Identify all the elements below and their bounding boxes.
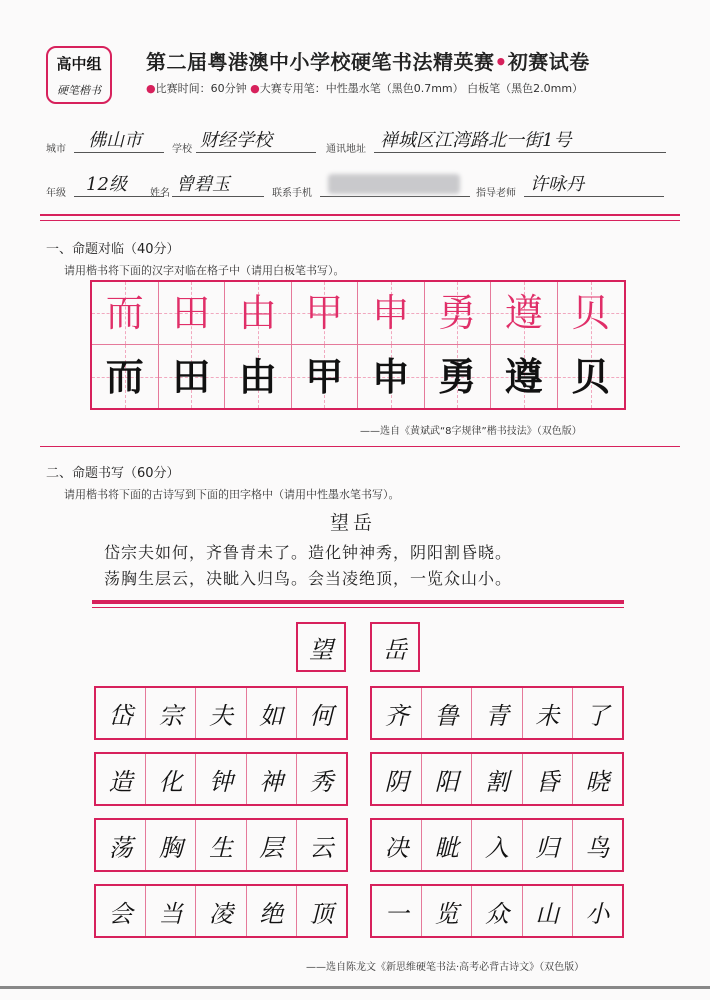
writing-cell: [297, 820, 346, 870]
bullet-icon: ●: [250, 82, 260, 95]
writing-cell: [247, 886, 297, 936]
writing-cell: [523, 688, 573, 738]
grade-label: 年级: [46, 188, 66, 199]
writing-cell: [247, 754, 297, 804]
city-underline: [74, 152, 164, 153]
written-char: 眦: [434, 833, 459, 862]
model-cell: [92, 282, 159, 345]
writing-cell: [523, 886, 573, 936]
writing-cell: [96, 688, 146, 738]
writing-cell: [558, 345, 625, 408]
written-char: 入: [485, 833, 509, 862]
title-char: 岳: [383, 635, 407, 664]
writing-row-right: [370, 752, 624, 806]
poem-line-1: 岱宗夫如何，齐鲁青未了。造化钟神秀，阴阳割昏晓。: [104, 543, 513, 562]
writing-row-right: [370, 818, 624, 872]
teacher-label: 指导老师: [476, 188, 516, 199]
written-char: 神: [259, 767, 284, 796]
written-char: 甲: [305, 353, 344, 399]
section1-heading: 一、命题对临（40分）: [46, 242, 180, 257]
header-divider: [40, 214, 680, 216]
written-char: 造: [108, 767, 133, 796]
writing-cell: [573, 820, 622, 870]
writing-cell: [196, 754, 246, 804]
model-char: 由: [238, 291, 277, 335]
section1-credit: ——选自《黄斌武“8字规律”楷书技法》（双色版）: [360, 426, 582, 437]
writing-cell: [523, 820, 573, 870]
written-char: 生: [209, 833, 233, 862]
written-char: 秀: [309, 767, 334, 796]
model-char: 遵: [504, 291, 543, 335]
city-value: 佛山市: [88, 130, 142, 151]
written-char: 鲁: [434, 701, 459, 730]
writing-row-right: [370, 884, 624, 938]
model-cell: [491, 282, 558, 345]
badge-bottom: 硬笔楷书: [57, 84, 101, 97]
scan-edge: [0, 986, 710, 989]
written-char: 一: [384, 899, 409, 928]
writing-cell: [96, 820, 146, 870]
writing-cell: [146, 688, 196, 738]
written-char: 割: [485, 767, 509, 796]
writing-cell: [225, 345, 292, 408]
written-char: 齐: [384, 701, 409, 730]
writing-cell: [92, 345, 159, 408]
written-char: 阳: [434, 767, 459, 796]
written-char: 胸: [158, 833, 183, 862]
page-title: [146, 46, 590, 75]
poem-line-2: 荡胸生层云，决眦入归鸟。会当凌绝顶，一览众山小。: [104, 569, 513, 588]
name-label: 姓名: [150, 188, 170, 199]
subtitle: [146, 80, 583, 96]
writing-cell: [372, 886, 422, 936]
written-char: 如: [259, 701, 284, 730]
writing-area-top-rule: [92, 600, 624, 604]
writing-cell: [573, 886, 622, 936]
writing-cell: [358, 345, 425, 408]
badge-top: 高中组: [56, 55, 102, 73]
model-char: 贝: [571, 291, 610, 335]
writing-cell: [146, 754, 196, 804]
written-char: 归: [535, 833, 560, 862]
written-char: 晓: [585, 767, 610, 796]
header-divider-thin: [40, 220, 680, 221]
written-char: 凌: [209, 899, 233, 928]
copy-grid: [90, 280, 626, 410]
pen-requirement: 大赛专用笔：中性墨水笔（黑色0.7mm） 白板笔（黑色2.0mm）: [259, 82, 584, 95]
written-char: 申: [371, 353, 410, 399]
writing-cell: [472, 754, 522, 804]
written-char: 览: [434, 899, 459, 928]
writing-cell: [425, 345, 492, 408]
model-cell: [159, 282, 226, 345]
written-char: 昏: [535, 767, 560, 796]
model-cell: [292, 282, 359, 345]
writing-cell: [146, 820, 196, 870]
phone-underline: [320, 196, 470, 197]
written-char: 贝: [571, 353, 610, 399]
written-char: 勇: [438, 353, 477, 399]
model-char: 田: [172, 291, 211, 335]
written-char: 鸟: [585, 833, 610, 862]
written-char: 山: [535, 899, 560, 928]
written-char: 未: [535, 701, 560, 730]
writing-cell: [491, 345, 558, 408]
writing-cell: [146, 886, 196, 936]
written-char: 了: [585, 701, 610, 730]
writing-cell: [292, 345, 359, 408]
written-char: 田: [172, 353, 211, 399]
writing-cell: [196, 820, 246, 870]
writing-cell: [159, 345, 226, 408]
writing-row-left: [94, 686, 348, 740]
section2-instruction: 请用楷书将下面的古诗写到下面的田字格中（请用中性墨水笔书写）。: [64, 488, 400, 501]
model-char: 甲: [305, 291, 344, 335]
exam-time: 比赛时间：60分钟: [155, 82, 247, 95]
writing-row-right: [370, 686, 624, 740]
written-char: 当: [158, 899, 183, 928]
writing-cell: [573, 754, 622, 804]
model-char: 申: [371, 291, 410, 335]
school-label: 学校: [172, 144, 192, 155]
written-char: 云: [309, 833, 334, 862]
grade-value: 12级: [86, 174, 127, 195]
writing-cell: [196, 688, 246, 738]
written-char: 由: [238, 353, 277, 399]
writing-cell: [297, 688, 346, 738]
writing-cell: [472, 820, 522, 870]
address-value: 禅城区江湾路北一街1号: [380, 130, 572, 151]
section-divider: [40, 446, 680, 447]
model-char: 勇: [438, 291, 477, 335]
phone-redacted: [328, 174, 460, 194]
written-char: 何: [309, 701, 334, 730]
written-char: 众: [485, 899, 509, 928]
model-char: 而: [105, 291, 144, 335]
section2-credit: ——选自陈龙文《新思维硬笔书法·高考必背古诗文》（双色版）: [306, 962, 585, 973]
title-suffix: 初赛试卷: [507, 50, 590, 74]
group-badge: [46, 46, 112, 104]
writing-cell: [297, 754, 346, 804]
city-label: 城市: [46, 144, 66, 155]
model-cell: [558, 282, 625, 345]
written-char: 绝: [259, 899, 284, 928]
title-box: [296, 622, 346, 672]
written-char: 青: [485, 701, 509, 730]
written-char: 钟: [209, 767, 233, 796]
writing-cell: [196, 886, 246, 936]
section2-heading: 二、命题书写（60分）: [46, 466, 180, 481]
written-char: 荡: [108, 833, 133, 862]
school-value: 财经学校: [200, 130, 272, 151]
title-cell: [298, 624, 344, 670]
writing-cell: [247, 688, 297, 738]
phone-label: 联系手机: [272, 188, 312, 199]
written-char: 岱: [108, 701, 133, 730]
written-char: 遵: [504, 353, 543, 399]
school-underline: [196, 152, 316, 153]
written-char: 小: [585, 899, 610, 928]
writing-cell: [422, 886, 472, 936]
writing-cell: [472, 688, 522, 738]
section1-instruction: 请用楷书将下面的汉字对临在格子中（请用白板笔书写）。: [64, 264, 345, 277]
bullet-icon: •: [494, 50, 508, 74]
written-char: 顶: [309, 899, 334, 928]
written-char: 而: [105, 353, 144, 399]
teacher-underline: [524, 196, 664, 197]
written-char: 决: [384, 833, 409, 862]
model-cell: [358, 282, 425, 345]
address-underline: [374, 152, 666, 153]
model-cell: [225, 282, 292, 345]
address-label: 通讯地址: [326, 144, 366, 155]
name-value: 曾碧玉: [176, 174, 230, 195]
name-underline: [172, 196, 264, 197]
writing-cell: [422, 754, 472, 804]
title-cell: [372, 624, 418, 670]
written-char: 宗: [158, 701, 183, 730]
model-cell: [425, 282, 492, 345]
writing-cell: [297, 886, 346, 936]
writing-cell: [96, 754, 146, 804]
title-box: [370, 622, 420, 672]
writing-area-top-rule-thin: [92, 607, 624, 608]
teacher-value: 许咏丹: [530, 174, 584, 195]
title-main: 第二届粤港澳中小学校硬笔书法精英赛: [146, 50, 495, 74]
writing-cell: [96, 886, 146, 936]
writing-row-left: [94, 884, 348, 938]
written-char: 夫: [209, 701, 233, 730]
title-char: 望: [309, 635, 333, 664]
written-char: 化: [158, 767, 183, 796]
writing-row-left: [94, 752, 348, 806]
writing-cell: [372, 754, 422, 804]
writing-cell: [372, 688, 422, 738]
writing-cell: [372, 820, 422, 870]
writing-cell: [422, 688, 472, 738]
writing-cell: [573, 688, 622, 738]
bullet-icon: ●: [146, 82, 156, 95]
written-char: 阴: [384, 767, 409, 796]
writing-cell: [247, 820, 297, 870]
written-char: 层: [259, 833, 284, 862]
writing-cell: [472, 886, 522, 936]
poem-title: 望岳: [330, 512, 377, 534]
written-char: 会: [108, 899, 133, 928]
writing-row-left: [94, 818, 348, 872]
writing-cell: [523, 754, 573, 804]
writing-cell: [422, 820, 472, 870]
